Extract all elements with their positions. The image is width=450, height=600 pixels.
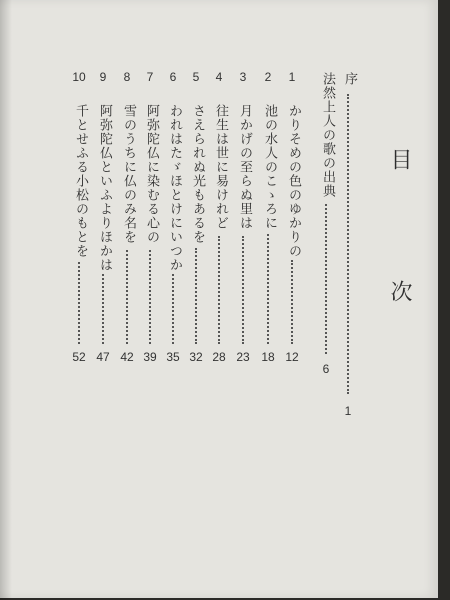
toc-page-number: 28	[212, 350, 226, 364]
leader-dots	[149, 250, 151, 344]
toc-page-number: 52	[72, 350, 86, 364]
leader-dots	[325, 204, 327, 354]
leader-dots	[102, 274, 104, 344]
toc-entry-number: 7	[146, 70, 154, 84]
toc-entry-label: 法然上人の歌の出典	[320, 72, 335, 198]
leader-dots	[78, 262, 80, 344]
toc-page-number: 18	[261, 350, 275, 364]
toc-entry-number: 4	[215, 70, 223, 84]
toc-page-number: 35	[166, 350, 180, 364]
toc-entry-label: かりそめの色のゆかりの	[286, 104, 301, 258]
toc-entry-label: 月かげの至らぬ里は	[237, 104, 252, 230]
leader-dots	[195, 248, 197, 344]
toc-page-number: 1	[344, 404, 352, 418]
leader-dots	[267, 234, 269, 344]
leader-dots	[347, 94, 349, 394]
toc-page-number: 23	[236, 350, 250, 364]
toc-entry-label: 阿弥陀仏といふよりほかは	[97, 104, 112, 272]
toc-page-number: 47	[96, 350, 110, 364]
toc-entry-label: さえられぬ光もあるを	[190, 104, 205, 244]
toc-entry-number: 6	[169, 70, 177, 84]
leader-dots	[242, 236, 244, 344]
toc-entry-number: 8	[123, 70, 131, 84]
toc-entry-label: 池の水人のこゝろに	[262, 104, 277, 230]
toc-entry-number: 10	[72, 70, 86, 84]
toc-entry-number: 3	[239, 70, 247, 84]
leader-dots	[291, 260, 293, 344]
toc-entry-label: 往生は世に易けれど	[213, 104, 228, 230]
toc-entry-number: 9	[99, 70, 107, 84]
toc-page-number: 12	[285, 350, 299, 364]
toc-entry-label: 千とせふる小松のもとを	[73, 104, 88, 258]
leader-dots	[172, 274, 174, 344]
toc-entry-number: 1	[288, 70, 296, 84]
toc-entry-label: 序	[342, 72, 357, 86]
toc-page-number: 32	[189, 350, 203, 364]
toc-title: 目 次	[387, 148, 412, 346]
leader-dots	[126, 250, 128, 344]
toc-entry-number: 2	[264, 70, 272, 84]
toc-entry-label: 阿弥陀仏に染むる心の	[144, 104, 159, 244]
page-gutter-shadow	[0, 0, 12, 600]
toc-page-number: 39	[143, 350, 157, 364]
toc-entry-number: 5	[192, 70, 200, 84]
toc-entry-label: 雪のうちに仏のみ名を	[121, 104, 136, 244]
toc-entry-label: われはたゞほとけにいつか	[167, 104, 182, 272]
toc-page-number: 6	[322, 362, 330, 376]
leader-dots	[218, 236, 220, 344]
toc-page-number: 42	[120, 350, 134, 364]
